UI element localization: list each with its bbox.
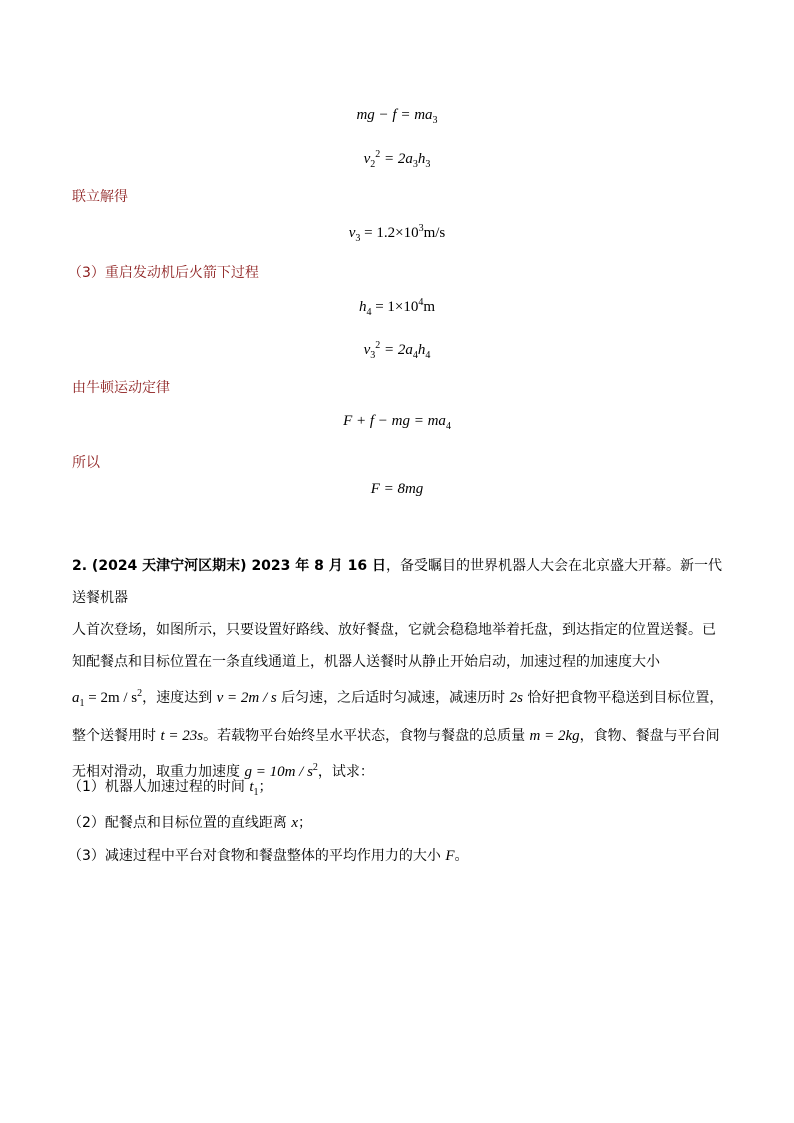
problem-text: 恰好把食物平稳送到目标位置，: [522, 690, 724, 706]
problem-text: 。若载物平台始终呈水平状态，食物与餐盘的总质量: [203, 728, 530, 744]
eq-sup: 2: [375, 149, 381, 160]
question-text: （1）机器人加速过程的时间: [68, 779, 250, 795]
math-text: = 2m / s: [84, 690, 138, 706]
equation-2: [0, 149, 794, 170]
math-var: x: [291, 815, 299, 831]
question-text: ；: [298, 815, 313, 831]
eq-text: F = 8mg: [370, 481, 424, 497]
eq-sub: 3: [425, 159, 431, 170]
eq-var: h: [417, 342, 426, 358]
eq-sub: 3: [432, 115, 438, 126]
problem-line-4: [72, 678, 732, 720]
math-var: F: [445, 848, 455, 864]
eq-text: mg − f = ma: [356, 107, 433, 123]
eq-var: v: [363, 342, 371, 358]
problem-text: ，试求：: [317, 764, 374, 780]
problem-text: ，备受瞩目的世界机器人大会在北京盛大开幕。新一代送餐机器: [72, 558, 723, 606]
question-2: [68, 812, 312, 832]
math-text: g = 10m / s: [244, 764, 313, 780]
math-sup: 2: [137, 688, 143, 699]
problem-line-3: 知配餐点和目标位置在一条直线通道上，机器人送餐时从静止开始启动，加速过程的加速度大小: [72, 654, 660, 670]
equation-7: [0, 481, 794, 498]
equation-6: [0, 413, 794, 432]
equation-1: [0, 107, 794, 126]
eq-sub: 4: [366, 307, 372, 318]
problem-text: 后匀速，之后适时匀减速，减速历时: [276, 690, 510, 706]
eq-text: = 2a: [380, 151, 413, 167]
question-text: 。: [454, 848, 469, 864]
problem-text: 整个送餐用时: [72, 728, 161, 744]
eq-sup: 2: [375, 340, 381, 351]
problem-text: ，速度达到: [142, 690, 217, 706]
eq-var: v: [363, 151, 371, 167]
eq-sub: 4: [412, 350, 418, 361]
eq-sub: 4: [425, 350, 431, 361]
problem-line-5: [72, 720, 732, 752]
label-solve: 联立解得: [72, 189, 128, 205]
question-text: （3）减速过程中平台对食物和餐盘整体的平均作用力的大小: [68, 848, 446, 864]
eq-var: v: [348, 225, 356, 241]
math-sub: 1: [79, 698, 85, 709]
math-var: t: [249, 779, 254, 795]
question-3: [68, 845, 469, 865]
question-1: [68, 776, 273, 798]
eq-var: h: [417, 151, 426, 167]
math-text: m = 2kg: [529, 728, 580, 744]
question-text: ；: [258, 779, 273, 795]
eq-var: h: [358, 299, 367, 315]
math-text: 2s: [509, 690, 523, 706]
problem-text: ，食物、餐盘与平台间: [579, 728, 720, 744]
label-newton: 由牛顿运动定律: [72, 380, 170, 396]
eq-text: = 2a: [380, 342, 413, 358]
eq-text: = 1.2×10: [360, 225, 419, 241]
eq-text: F + f − mg = ma: [343, 413, 446, 429]
problem-text: 无相对滑动，取重力加速度: [72, 764, 245, 780]
eq-sub: 3: [412, 159, 418, 170]
label-part3: （3）重启发动机后火箭下过程: [68, 265, 259, 281]
equation-3: [0, 223, 794, 244]
eq-unit: m: [423, 299, 436, 315]
eq-sup: 4: [418, 297, 424, 308]
eq-unit: m/s: [423, 225, 446, 241]
eq-sub: 3: [355, 233, 361, 244]
label-so: 所以: [72, 455, 100, 471]
equation-4: [0, 297, 794, 318]
eq-sub: 4: [445, 421, 451, 432]
problem-paragraph: [72, 550, 732, 788]
problem-number-source: 2. (2024 天津宁河区期末) 2023 年 8 月 16 日: [72, 558, 387, 574]
math-sup: 2: [312, 762, 318, 773]
problem-line-1: [72, 550, 732, 614]
equation-5: [0, 340, 794, 361]
math-text: t = 23s: [160, 728, 204, 744]
question-text: （2）配餐点和目标位置的直线距离: [68, 815, 292, 831]
eq-text: = 1×10: [371, 299, 419, 315]
eq-sup: 3: [418, 223, 424, 234]
math-text: v = 2m / s: [216, 690, 277, 706]
math-sub: 1: [253, 787, 259, 798]
problem-line-2: 人首次登场，如图所示，只要设置好路线、放好餐盘，它就会稳稳地举着托盘，到达指定的位置送餐。已: [72, 622, 716, 638]
eq-sub: 3: [370, 350, 376, 361]
math-var: a: [72, 690, 80, 706]
eq-sub: 2: [370, 159, 376, 170]
